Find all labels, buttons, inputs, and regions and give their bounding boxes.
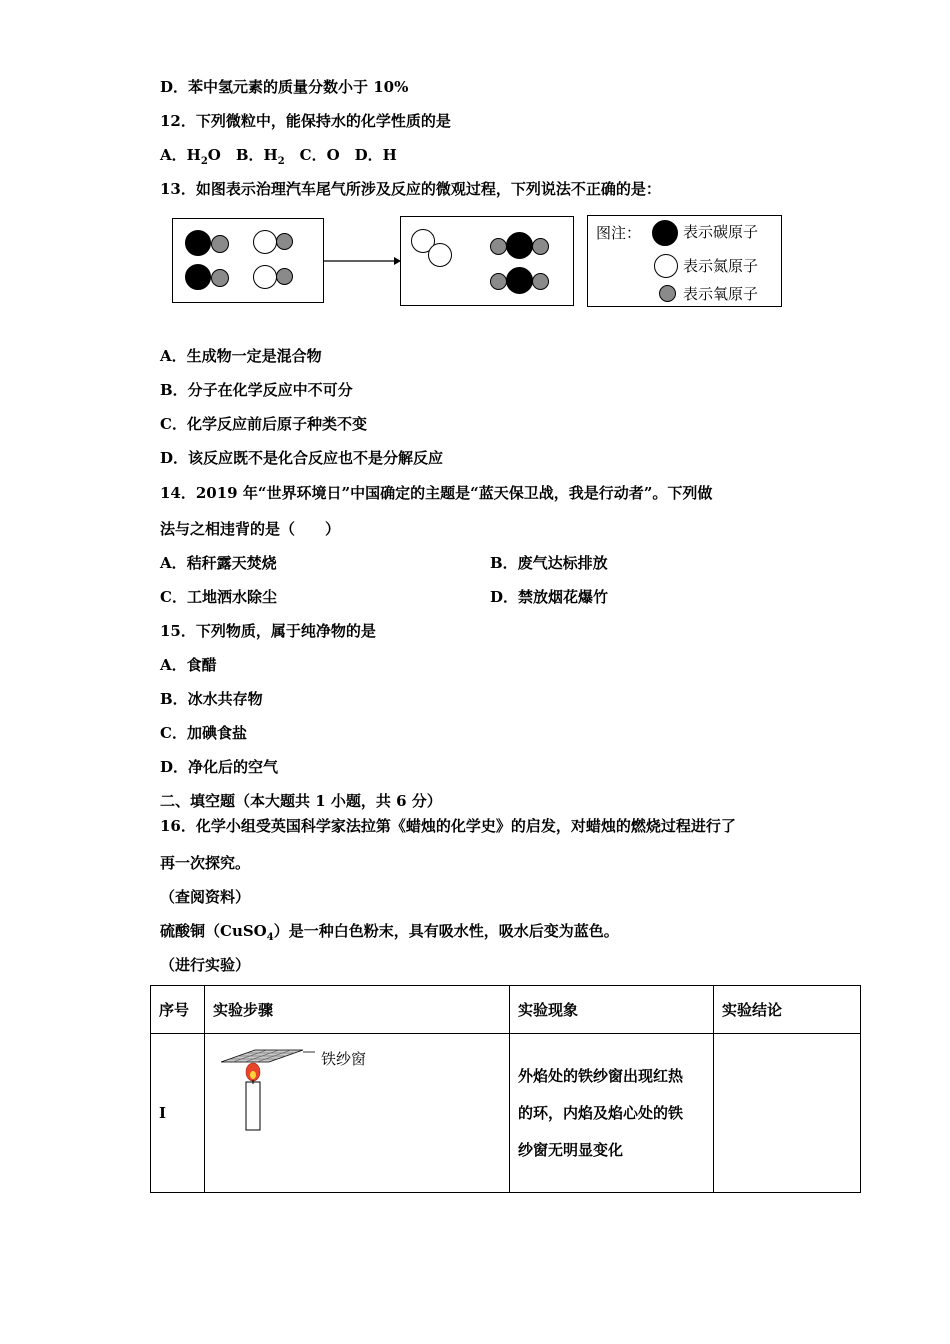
nitrogen-atom-icon [253, 230, 277, 254]
nitrogen-atom-icon [654, 254, 678, 278]
q14-option-d: D．禁放烟花爆竹 [490, 588, 609, 606]
oxygen-atom-icon [490, 273, 507, 290]
oxygen-atom-icon [276, 268, 293, 285]
oxygen-atom-icon [490, 238, 507, 255]
reaction-arrow-icon [324, 254, 402, 268]
q15-option-a: A．食醋 [160, 656, 217, 674]
row-step-cell [205, 1034, 510, 1193]
phenomenon-line-2: 的环，内焰及焰心处的铁 [518, 1103, 684, 1122]
q15-stem: 15．下列物质，属于纯净物的是 [160, 622, 376, 640]
legend-nitrogen-label: 表示氮原子 [683, 257, 759, 275]
section-fill-in-heading: 二、填空题（本大题共 1 小题，共 6 分） [160, 792, 442, 810]
legend-box [587, 215, 782, 307]
q12-a-prefix: A．H [160, 146, 201, 164]
legend-oxygen-label: 表示氧原子 [683, 285, 759, 303]
q12-rest: C．O D．H [284, 146, 397, 164]
header-conclusion: 实验结论 [714, 986, 861, 1034]
oxygen-atom-icon [659, 285, 676, 302]
row-phenomenon-cell [510, 1034, 714, 1193]
carbon-atom-icon [506, 267, 533, 294]
q13-option-a: A．生成物一定是混合物 [160, 347, 322, 365]
q12-b-sub: 2 [277, 156, 285, 167]
cuso4-prefix: 硫酸铜（CuSO [160, 922, 267, 940]
oxygen-atom-icon [211, 269, 229, 287]
row-index: I [151, 1034, 205, 1193]
q11-option-d: D．苯中氢元素的质量分数小于 10% [160, 78, 409, 96]
q14-option-a: A．秸秆露天焚烧 [160, 554, 277, 572]
experiment-table [150, 985, 861, 1193]
cuso4-sub: 4 [266, 932, 274, 943]
oxygen-atom-icon [276, 233, 293, 250]
carbon-atom-icon [185, 264, 211, 290]
carbon-atom-icon [506, 232, 533, 259]
header-phenomenon: 实验现象 [510, 986, 714, 1034]
q14-option-b: B．废气达标排放 [490, 554, 608, 572]
q12-a-suffix: O B．H [207, 146, 278, 164]
nitrogen-atom-icon [253, 265, 277, 289]
q13-option-d: D．该反应既不是化合反应也不是分解反应 [160, 449, 444, 467]
header-index: 序号 [151, 986, 205, 1034]
q13-stem: 13．如图表示治理汽车尾气所涉及反应的微观过程，下列说法不正确的是： [160, 180, 661, 198]
q12-options [160, 145, 397, 172]
cuso4-suffix: ）是一种白色粉末，具有吸水性，吸水后变为蓝色。 [273, 922, 619, 940]
cuso4-info [160, 921, 619, 948]
q12-a-sub: 2 [200, 156, 208, 167]
q15-option-c: C．加碘食盐 [160, 724, 247, 742]
oxygen-atom-icon [532, 238, 549, 255]
q15-option-d: D．净化后的空气 [160, 758, 279, 776]
legend-carbon-label: 表示碳原子 [683, 223, 759, 241]
table-header-row [151, 986, 861, 1034]
table-row [151, 1034, 861, 1193]
flame-core-icon [250, 1071, 256, 1079]
experiment-heading: （进行实验） [160, 956, 251, 974]
oxygen-atom-icon [211, 235, 229, 253]
legend-title: 图注： [596, 224, 642, 242]
q14-option-c: C．工地洒水除尘 [160, 588, 277, 606]
row-conclusion-cell [714, 1034, 861, 1193]
q15-option-b: B．冰水共存物 [160, 690, 263, 708]
q13-option-c: C．化学反应前后原子种类不变 [160, 415, 367, 433]
carbon-atom-icon [652, 220, 678, 246]
q12-stem: 12．下列微粒中，能保持水的化学性质的是 [160, 112, 451, 130]
iron-gauze-label: 铁纱窗 [321, 1050, 367, 1068]
carbon-atom-icon [185, 230, 211, 256]
oxygen-atom-icon [532, 273, 549, 290]
header-step: 实验步骤 [205, 986, 510, 1034]
reactants-box [172, 218, 324, 303]
products-box [400, 216, 574, 306]
q16-stem-line2: 再一次探究。 [160, 854, 251, 872]
lookup-heading: （查阅资料） [160, 888, 251, 906]
phenomenon-line-1: 外焰处的铁纱窗出现红热 [518, 1066, 684, 1085]
q14-stem-line2: 法与之相违背的是（ ） [160, 520, 341, 538]
q16-stem-line1: 16．化学小组受英国科学家法拉第《蜡烛的化学史》的启发，对蜡烛的燃烧过程进行了 [160, 817, 736, 835]
nitrogen-atom-icon [428, 243, 452, 267]
q14-stem-line1: 14．2019 年“世界环境日”中国确定的主题是“蓝天保卫战，我是行动者”。下列做 [160, 484, 713, 502]
candle-icon [246, 1082, 260, 1130]
phenomenon-line-3: 纱窗无明显变化 [518, 1140, 624, 1159]
q13-option-b: B．分子在化学反应中不可分 [160, 381, 353, 399]
